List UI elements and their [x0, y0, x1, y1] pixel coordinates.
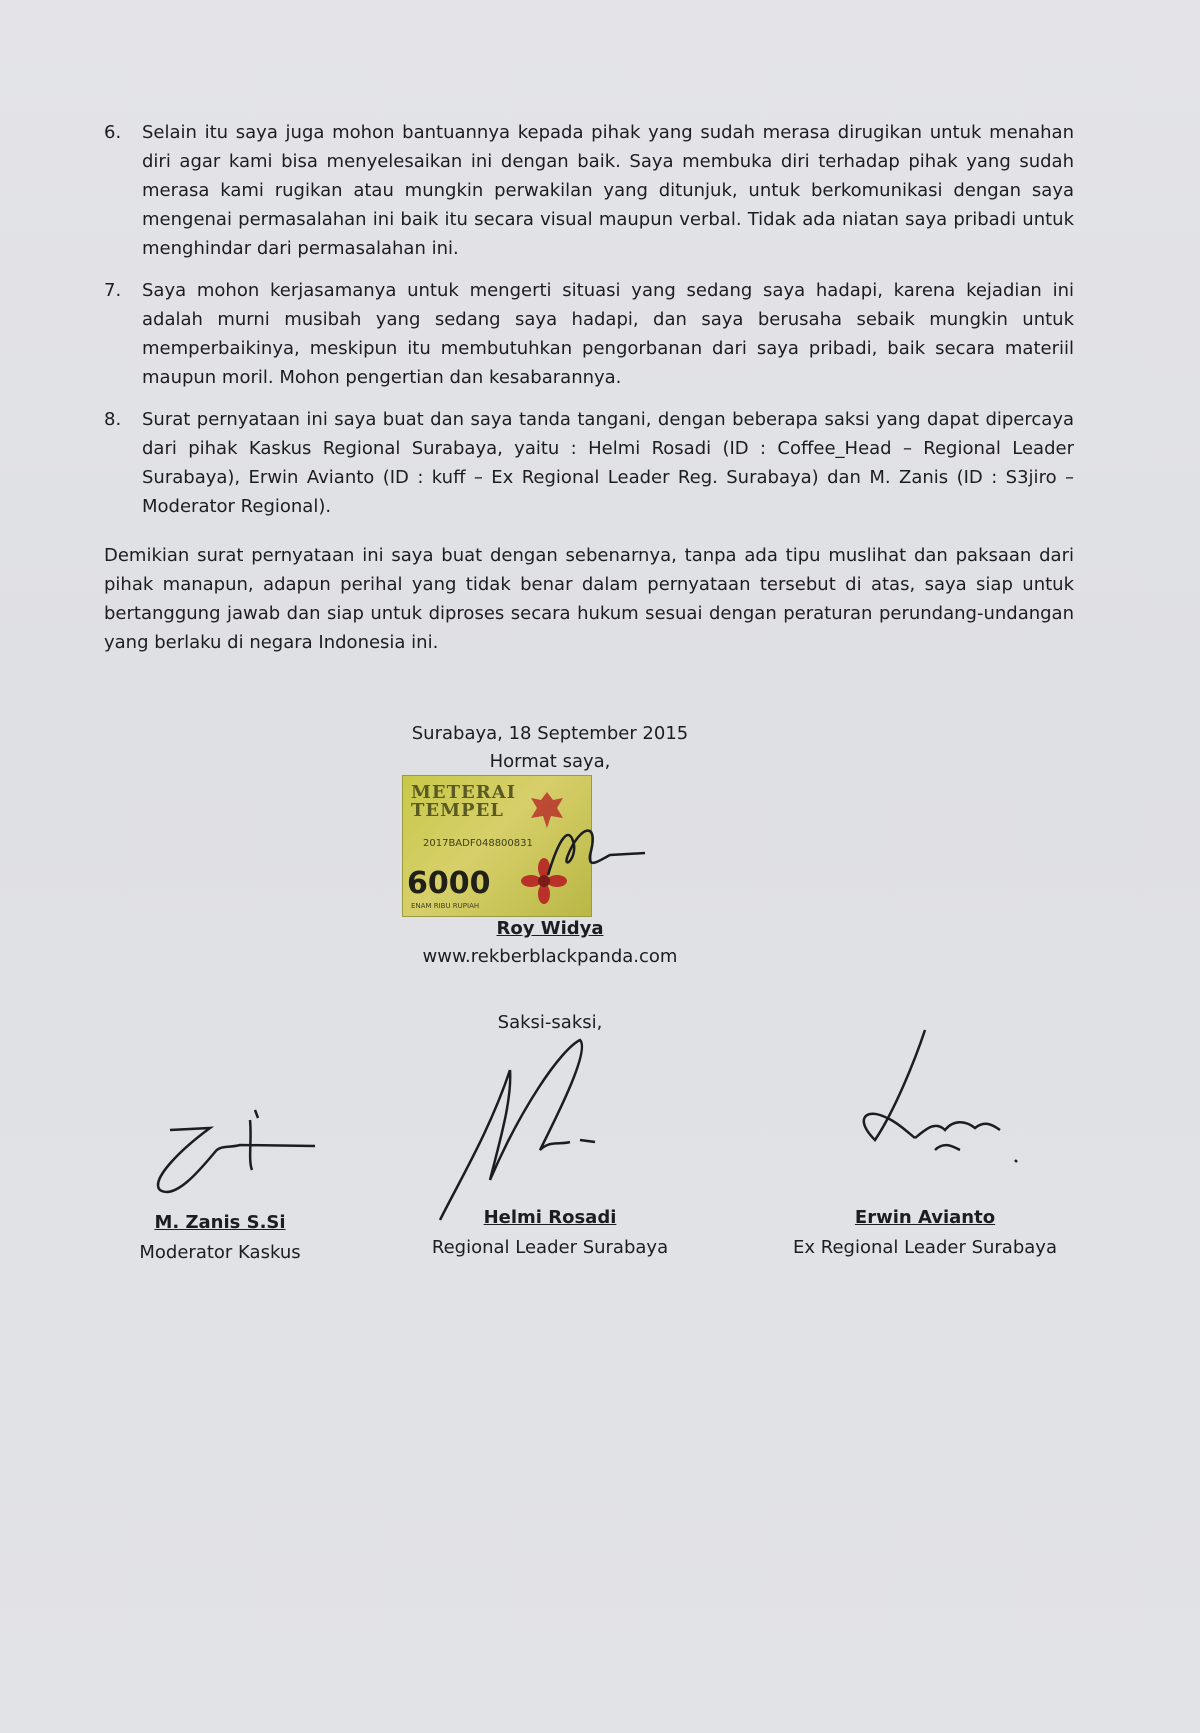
item-number: 8. [104, 409, 122, 430]
stamp-title-line2: TEMPEL [411, 800, 504, 821]
signer-signature [540, 815, 650, 885]
closing-paragraph: Demikian surat pernyataan ini saya buat dengan sebenarnya, tanpa ada tipu muslihat dan paksaan dari pihak manapun, adapun perihal yang tidak benar dalam pernyataan tersebut di atas, saya siap untuk bertanggung jawab dan siap untuk diproses secara hukum sesuai dengan peraturan perundang-undangan yang berlaku di negara Indonesia ini. [104, 545, 1074, 653]
signer-name: Roy Widya [496, 918, 604, 939]
place-date: Surabaya, 18 September 2015 [411, 723, 689, 744]
witness-block [70, 1208, 370, 1268]
item-text: Saya mohon kerjasamanya untuk mengerti situasi yang sedang saya hadapi, karena kejadian ini adalah murni musibah yang sedang saya hadapi, dan saya berusaha sebaik mungkin untuk memperbaikinya, meskipun itu membutuhkan pengorbanan dari saya pribadi, baik secara materiil maupun moril. Mohon pengertian dan kesabarannya. [142, 280, 1074, 388]
signer-website: www.rekberblackpanda.com [422, 946, 678, 967]
salutation: Hormat saya, [489, 751, 611, 772]
stamp-value: 6000 [407, 866, 491, 901]
stamp-title [411, 784, 516, 820]
stamp-title-line1: METERAI [411, 782, 517, 803]
signature-header [0, 720, 1100, 776]
item-number: 6. [104, 122, 122, 143]
witness-name: Erwin Avianto [854, 1207, 996, 1228]
item-number: 7. [104, 280, 122, 301]
list-item [104, 276, 1074, 392]
witness-role: Ex Regional Leader Surabaya [793, 1237, 1057, 1258]
item-text: Surat pernyataan ini saya buat dan saya tanda tangani, dengan beberapa saksi yang dapat dipercaya dari pihak Kaskus Regional Surabaya, yaitu : Helmi Rosadi (ID : Coffee_Head – Regional Leader Surabaya), Erwin Avianto (ID : kuff – Ex Regional Leader Reg. Surabaya) dan M. Zanis (ID : S3jiro – Moderator Regional). [142, 409, 1074, 517]
item-text: Selain itu saya juga mohon bantuannya kepada pihak yang sudah merasa dirugikan untuk menahan diri agar kami bisa menyelesaikan ini dengan baik. Saya membuka diri terhadap pihak yang sudah merasa kami rugikan atau mungkin perwakilan yang ditunjuk, untuk berkomunikasi dengan saya mengenai permasalahan ini baik itu secara visual maupun verbal. Tidak ada niatan saya pribadi untuk menghindar dari permasalahan ini. [142, 122, 1074, 259]
list-item [104, 405, 1074, 521]
stamp-code: 2017BADF048800831 [423, 838, 533, 849]
statement-body [104, 118, 1074, 657]
witness-signature [430, 1030, 600, 1225]
witness-name: Helmi Rosadi [483, 1207, 617, 1228]
witness-name: M. Zanis S.Si [154, 1212, 286, 1233]
witness-block [775, 1203, 1075, 1263]
list-item [104, 118, 1074, 263]
witness-block [400, 1203, 700, 1263]
witness-role: Regional Leader Surabaya [431, 1237, 669, 1258]
witness-signature [835, 1020, 1025, 1180]
stamp-footer: ENAM RIBU RUPIAH [411, 902, 480, 910]
witnesses-heading: Saksi-saksi, [497, 1012, 603, 1033]
witness-signature [140, 1090, 320, 1200]
witness-role: Moderator Kaskus [139, 1242, 301, 1263]
